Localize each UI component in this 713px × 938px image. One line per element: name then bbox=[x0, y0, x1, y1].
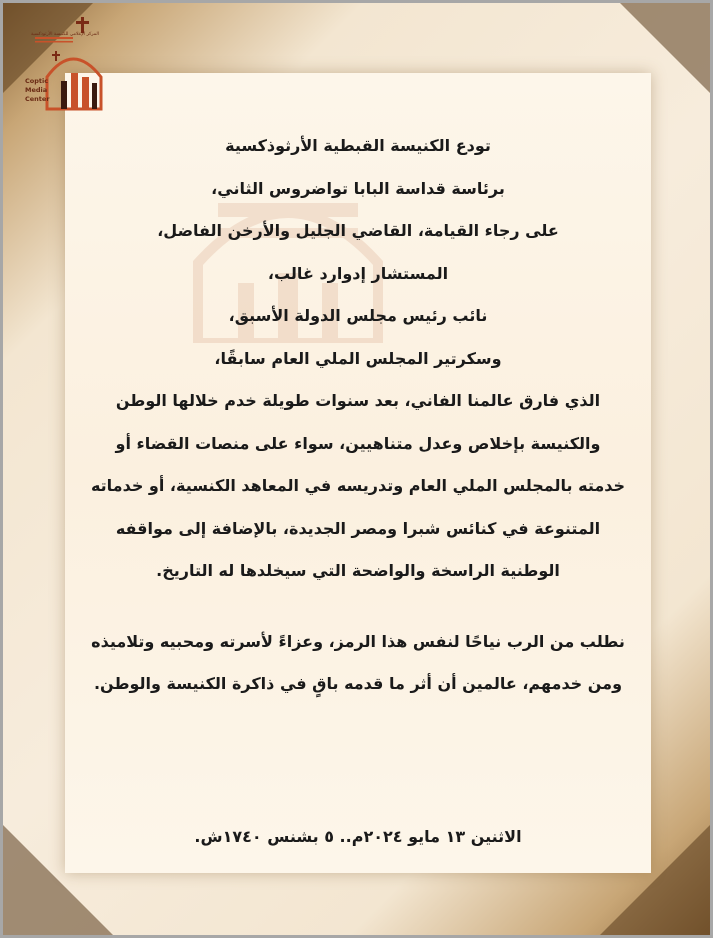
logo-line-coptic: Coptic bbox=[25, 77, 49, 85]
message-line: والكنيسة بإخلاص وعدل متناهيين، سواء على منصات القضاء أو bbox=[115, 433, 601, 453]
logo-line-center: Center bbox=[25, 95, 50, 103]
coptic-media-center-logo bbox=[21, 15, 109, 111]
message-line: وسكرتير المجلس الملي العام سابقًا، bbox=[214, 348, 502, 368]
message-line: المتنوعة في كنائس شبرا ومصر الجديدة، بالإضافة إلى مواقفه bbox=[115, 518, 601, 538]
message-line: الوطنية الراسخة والواضحة التي سيخلدها له التاريخ. bbox=[156, 561, 560, 580]
message-line: الذي فارق عالمنا الفاني، بعد سنوات طويلة خدم خلالها الوطن bbox=[115, 391, 601, 410]
message-line: تودع الكنيسة القبطية الأرثوذكسية bbox=[225, 136, 491, 155]
prayer-line: نطلب من الرب نياحًا لنفس هذا الرمز، وعزاءً لأسرته ومحبيه وتلاميذه bbox=[91, 631, 625, 651]
message-line: المستشار إدوارد غالب، bbox=[267, 263, 449, 283]
message-line: خدمته بالمجلس الملي العام وتدريسه في المعاهد الكنسية، أو خدماته bbox=[90, 476, 626, 495]
condolence-message bbox=[83, 125, 633, 706]
prayer-line: ومن خدمهم، عالمين أن أثر ما قدمه باقٍ في ذاكرة الكنيسة والوطن. bbox=[93, 674, 623, 693]
date-line: الاثنين ١٣ مايو ٢٠٢٤م.. ٥ بشنس ١٧٤٠ش. bbox=[194, 827, 522, 846]
logo-line-media: Media bbox=[25, 86, 48, 94]
message-line: على رجاء القيامة، القاضي الجليل والأرخن الفاضل، bbox=[157, 221, 559, 240]
message-line: نائب رئيس مجلس الدولة الأسبق، bbox=[228, 306, 488, 325]
logo-arabic-name: المركز الإعلامي للكنيسة الأرثوذكسية bbox=[31, 32, 99, 37]
message-line: برئاسة قداسة البابا تواضروس الثاني، bbox=[211, 178, 505, 198]
